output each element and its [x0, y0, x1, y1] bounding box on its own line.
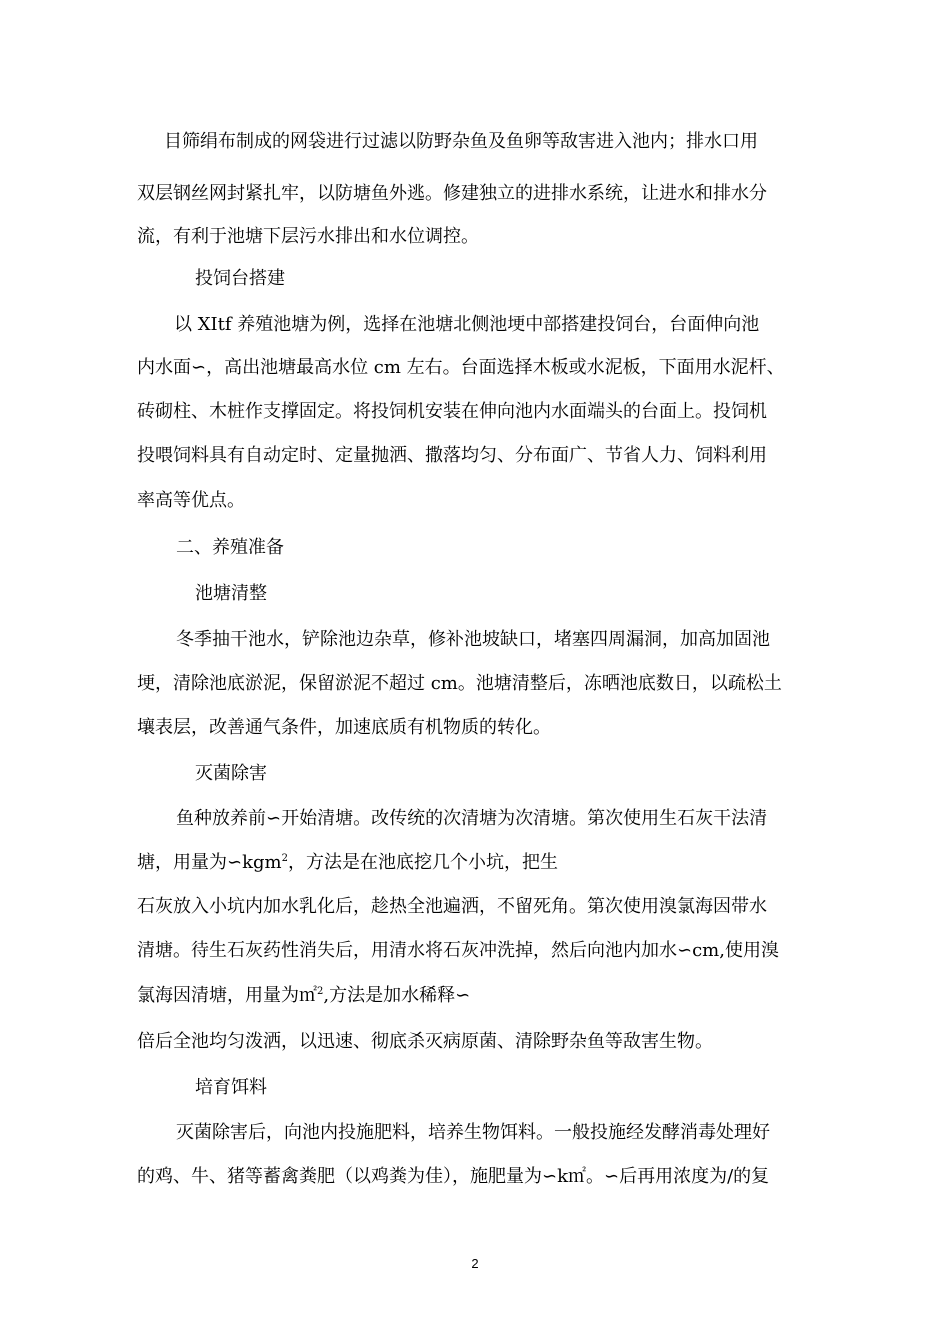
line-text: 氯海因清塘，用量为㎡ — [137, 985, 317, 1006]
page-number: 2 — [471, 1256, 479, 1271]
paragraph-line: 目筛绢布制成的网袋进行过滤以防野杂鱼及鱼卵等敌害进入池内；排水口用 — [164, 131, 758, 152]
paragraph-line: 鱼种放养前∽开始清塘。改传统的次清塘为次清塘。第次使用生石灰干法清 — [176, 808, 768, 829]
paragraph-line: 的鸡、牛、猪等蓄禽粪肥（以鸡粪为佳），施肥量为∽k㎡。∽后再用浓度为/的复 — [137, 1166, 770, 1187]
section-heading: 池塘清整 — [195, 583, 267, 604]
section-heading: 投饲台搭建 — [195, 268, 285, 289]
section-heading: 灭菌除害 — [195, 763, 267, 784]
paragraph-line: 埂，清除池底淤泥，保留淤泥不超过 cm。池塘清整后，冻晒池底数日，以疏松土 — [137, 673, 782, 694]
section-heading: 二、养殖准备 — [176, 537, 284, 558]
paragraph-line: 灭菌除害后，向池内投施肥料，培养生物饵料。一般投施经发酵消毒处理好 — [176, 1122, 770, 1143]
paragraph-line: 倍后全池均匀泼洒，以迅速、彻底杀灭病原菌、清除野杂鱼等敌害生物。 — [137, 1031, 713, 1052]
line-text: 塘，用量为∽kgm — [137, 852, 282, 873]
paragraph-line: 内水面∽，高出池塘最高水位 cm 左右。台面选择木板或水泥板，下面用水泥杆、 — [137, 357, 785, 378]
line-text: ，方法是在池底挖几个小坑，把生 — [287, 852, 558, 873]
superscript: 2 — [317, 986, 324, 997]
superscript: 2 — [281, 853, 288, 864]
paragraph-line: 投喂饲料具有自动定时、定量抛洒、撒落均匀、分布面广、节省人力、饲料利用 — [137, 445, 767, 466]
paragraph-line: 流，有利于池塘下层污水排出和水位调控。 — [137, 226, 479, 247]
paragraph-line: 双层钢丝网封紧扎牢，以防塘鱼外逃。修建独立的进排水系统，让进水和排水分 — [137, 183, 767, 204]
line-text: ,方法是加水稀释∽ — [323, 985, 471, 1006]
paragraph-line: 以 XItf 养殖池塘为例，选择在池塘北侧池埂中部搭建投饲台，台面伸向池 — [174, 314, 760, 335]
paragraph-line: 石灰放入小坑内加水乳化后，趁热全池遍洒，不留死角。第次使用溴氯海因带水 — [137, 896, 767, 917]
paragraph-line: 壤表层，改善通气条件，加速底质有机物质的转化。 — [137, 717, 551, 738]
paragraph-line: 砖砌柱、木桩作支撑固定。将投饲机安装在伸向池内水面端头的台面上。投饲机 — [137, 401, 767, 422]
paragraph-line — [137, 851, 558, 875]
paragraph-line: 清塘。待生石灰药性消失后，用清水将石灰冲洗掉，然后向池内加水∽cm,使用溴 — [137, 940, 779, 961]
paragraph-line: 冬季抽干池水，铲除池边杂草，修补池坡缺口，堵塞四周漏洞，加高加固池 — [176, 629, 770, 650]
paragraph-line — [137, 984, 470, 1008]
paragraph-line: 率高等优点。 — [137, 490, 245, 511]
section-heading: 培育饵料 — [195, 1077, 267, 1098]
